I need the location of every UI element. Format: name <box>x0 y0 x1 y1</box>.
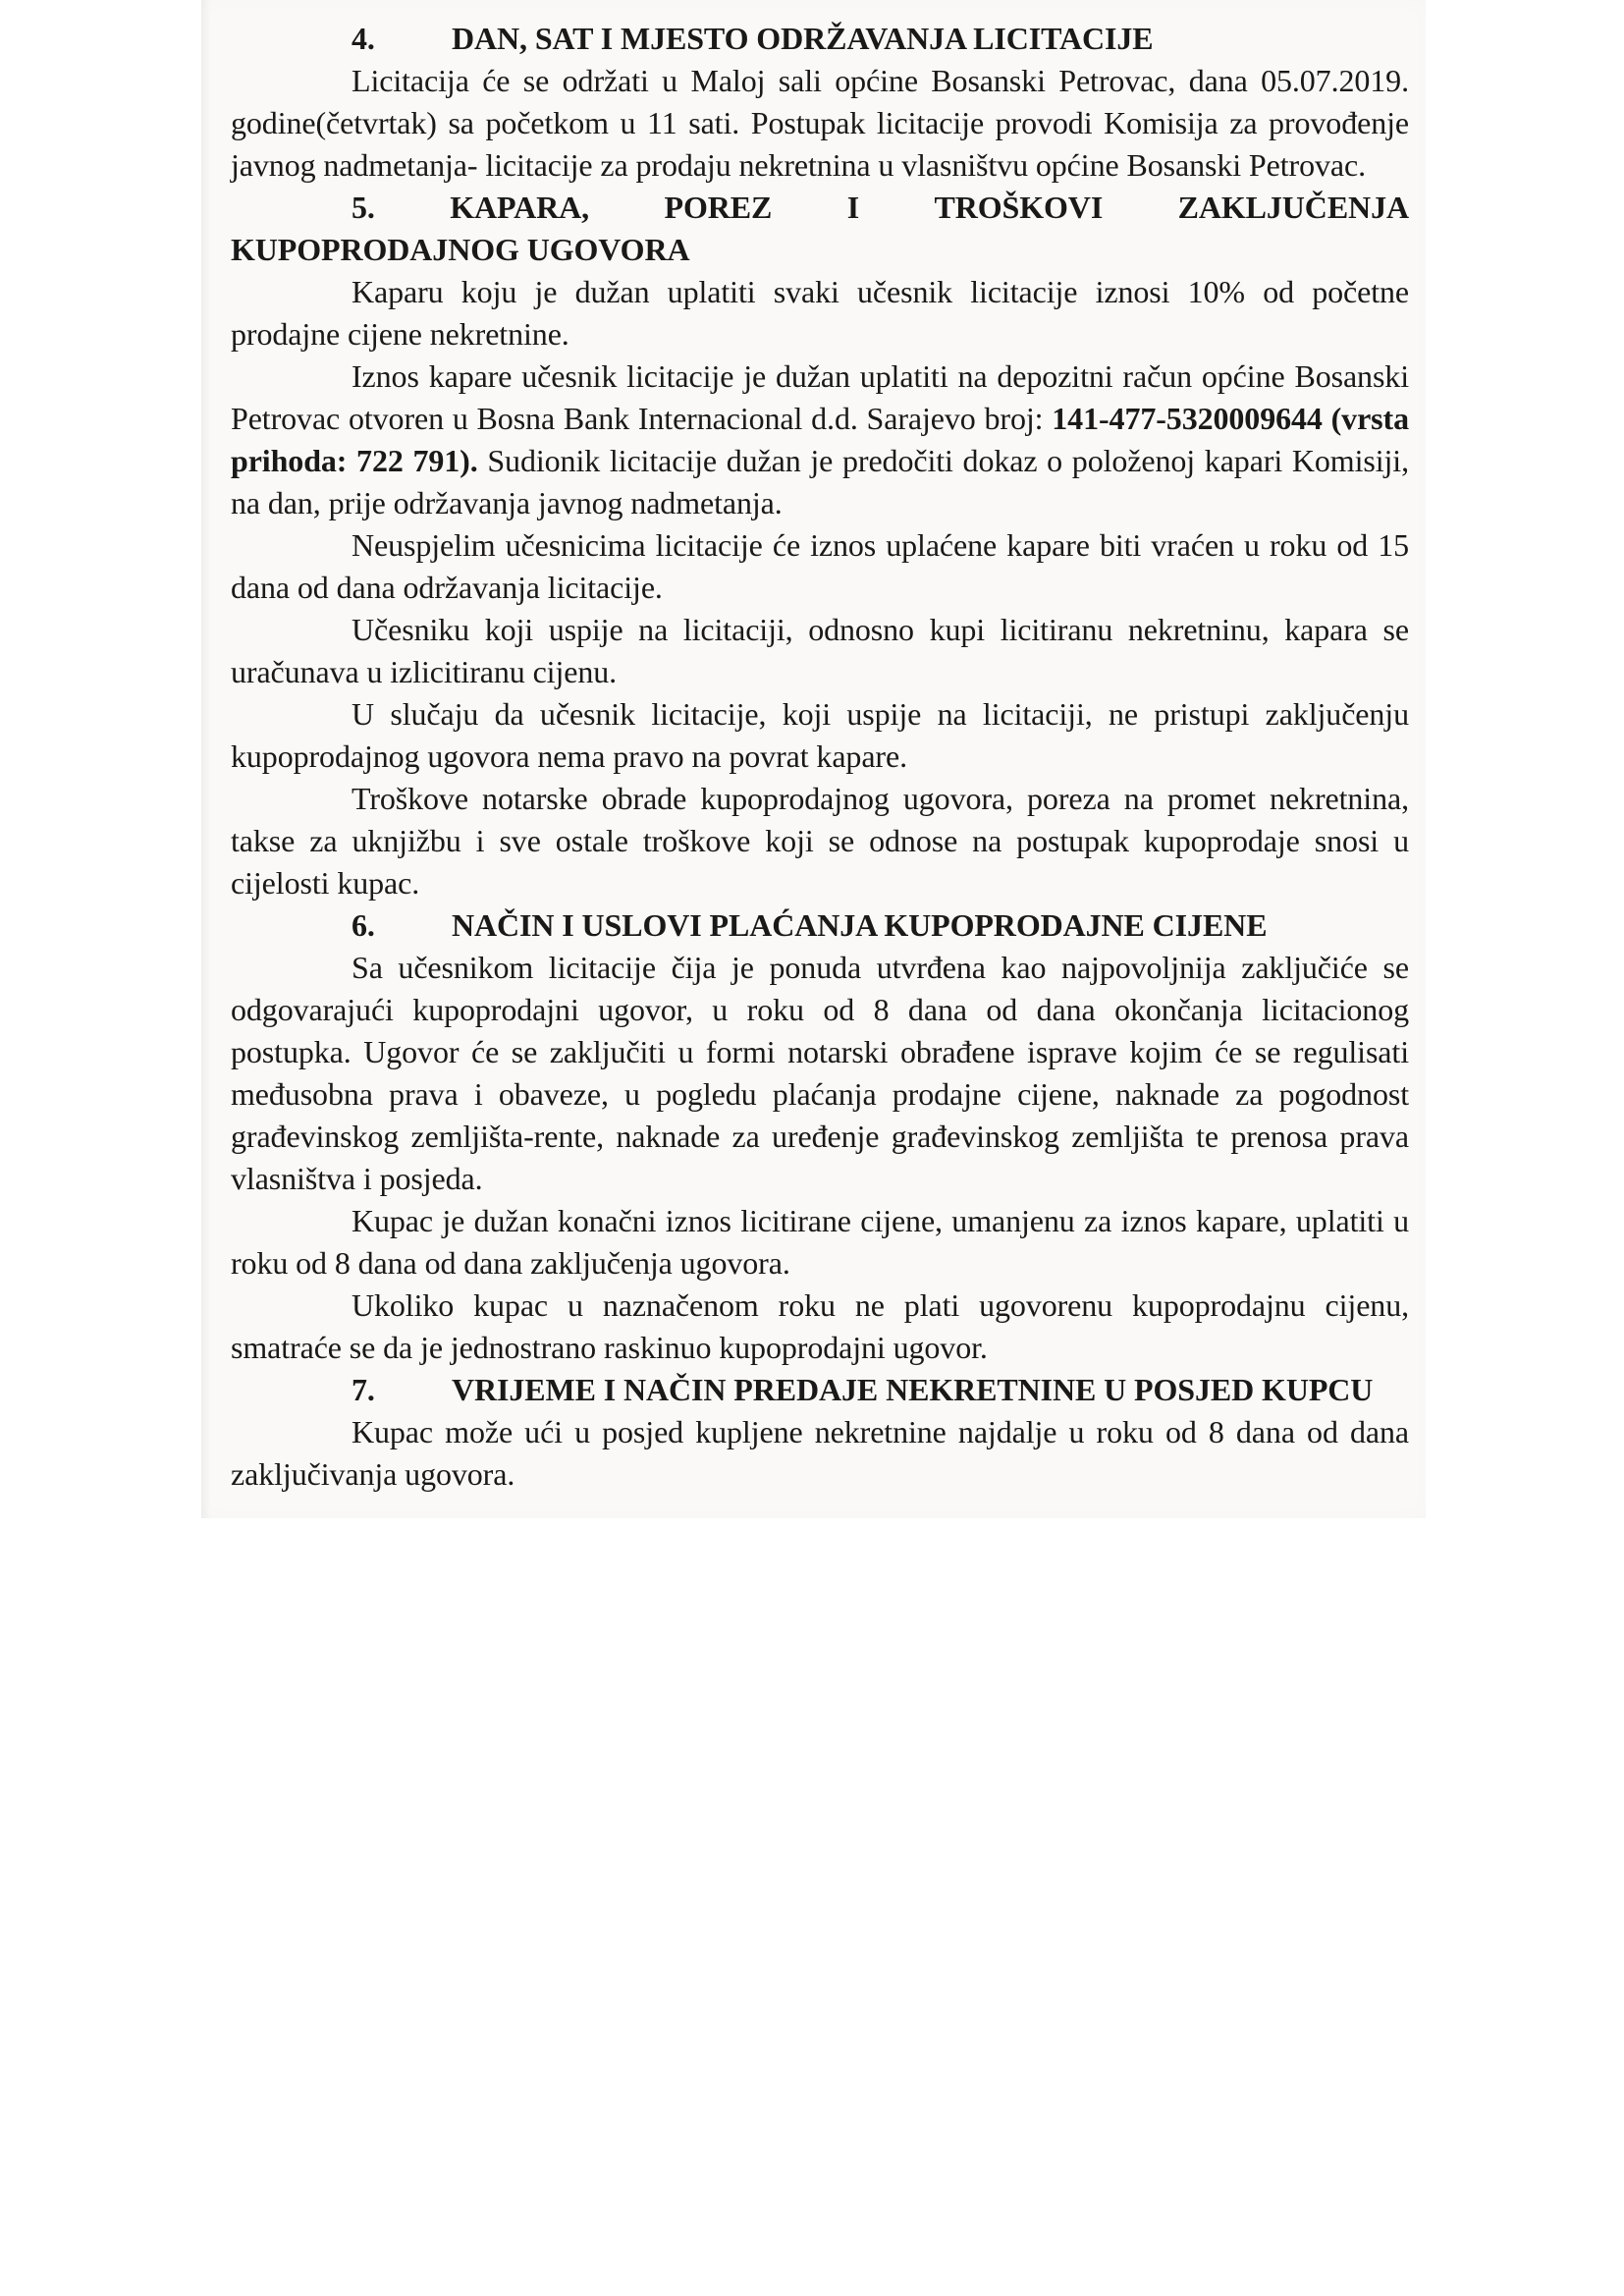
paragraph-predaja-posjeda: Kupac može ući u posjed kupljene nekretnine najdalje u roku od 8 dana od dana zaključivanja ugovora. <box>231 1414 1409 1492</box>
heading-word: ZAKLJUČENJA <box>1177 190 1409 225</box>
paragraph-povrat-kapare: Neuspjelim učesnicima licitacije će iznos uplaćene kapare biti vraćen u roku od 15 dana od dana održavanja licitacije. <box>231 527 1409 605</box>
paragraph-kupoprodajni-ugovor: Sa učesnikom licitacije čija je ponuda utvrđena kao najpovoljnija zaključiće se odgovarajući kupoprodajni ugovor, u roku od 8 dana od dana okončanja licitacionog postupka. Ugovor će se zaključiti u formi notarski obrađene isprave kojim će se regulisati međusobna prava i obaveze, u pogledu plaćanja prodajne cijene, naknade za pogodnost građevinskog zemljišta-rente, naknade za uređenje građevinskog zemljišta te prenosa prava vlasništva i posjeda. <box>231 950 1409 1196</box>
heading-word: I <box>846 190 860 225</box>
section-title: VRIJEME I NAČIN PREDAJE NEKRETNINE U POSJED KUPCU <box>452 1372 1374 1407</box>
section-heading-4 <box>231 18 1409 60</box>
section-heading-6 <box>231 904 1409 947</box>
paragraph-licitacija-datum: Licitacija će se održati u Maloj sali općine Bosanski Petrovac, dana 05.07.2019. godine(četvrtak) sa početkom u 11 sati. Postupak licitacije provodi Komisija za provođenje javnog nadmetanja- licitacije za prodaju nekretnina u vlasništvu općine Bosanski Petrovac. <box>231 63 1409 183</box>
section-number: 4. <box>352 21 375 56</box>
section-heading-5-line1 <box>352 187 1409 229</box>
paragraph-text: Iznos kapare učesnik licitacije je dužan uplatiti na depozitni račun općine Bosanski Petrovac otvoren u Bosna Bank Internacional d.d. Sarajevo broj: <box>231 358 1409 436</box>
paragraph-kapara-iznos: Kaparu koju je dužan uplatiti svaki učesnik licitacije iznosi 10% od početne prodajne cijene nekretnine. <box>231 274 1409 352</box>
section-heading-7 <box>231 1369 1409 1411</box>
document-text-block <box>231 18 1409 1496</box>
section-number: 7. <box>352 1372 375 1407</box>
section-number: 6. <box>352 907 375 943</box>
paragraph-konacni-iznos: Kupac je dužan konačni iznos licitirane cijene, umanjenu za iznos kapare, uplatiti u roku od 8 dana od dana zaključenja ugovora. <box>231 1203 1409 1281</box>
paragraph-uracunavanje-kapare: Učesniku koji uspije na licitaciji, odnosno kupi licitiranu nekretninu, kapara se uračunava u izlicitiranu cijenu. <box>231 612 1409 689</box>
bank-account-number: 141-477-5320009644 (vrsta prihoda: 722 791). <box>231 401 1409 478</box>
heading-word: KAPARA, <box>450 190 590 225</box>
section-title: NAČIN I USLOVI PLAĆANJA KUPOPRODAJNE CIJENE <box>452 907 1268 943</box>
section-number: 5. <box>352 190 375 225</box>
paragraph-gubitak-kapare: U slučaju da učesnik licitacije, koji uspije na licitaciji, ne pristupi zaključenju kupoprodajnog ugovora nema pravo na povrat kapare. <box>231 696 1409 774</box>
paragraph-troskovi: Troškove notarske obrade kupoprodajnog ugovora, poreza na promet nekretnina, takse za uknjižbu i sve ostale troškove koji se odnose na postupak kupoprodaje snosi u cijelosti kupac. <box>231 781 1409 901</box>
heading-word: TROŠKOVI <box>934 190 1104 225</box>
paragraph-text: Sudionik licitacije dužan je predočiti dokaz o položenoj kapari Komisiji, na dan, prije održavanja javnog nadmetanja. <box>231 443 1409 520</box>
paragraph-raskid-ugovora: Ukoliko kupac u naznačenom roku ne plati ugovorenu kupoprodajnu cijenu, smatraće se da je jednostrano raskinuo kupoprodajni ugovor. <box>231 1287 1409 1365</box>
heading-word: POREZ <box>664 190 773 225</box>
section-heading-5-line2: KUPOPRODAJNOG UGOVORA <box>231 232 690 267</box>
paragraph-depozitni-racun <box>231 355 1409 524</box>
section-title: DAN, SAT I MJESTO ODRŽAVANJA LICITACIJE <box>452 21 1154 56</box>
scanned-document-region <box>201 0 1426 1518</box>
